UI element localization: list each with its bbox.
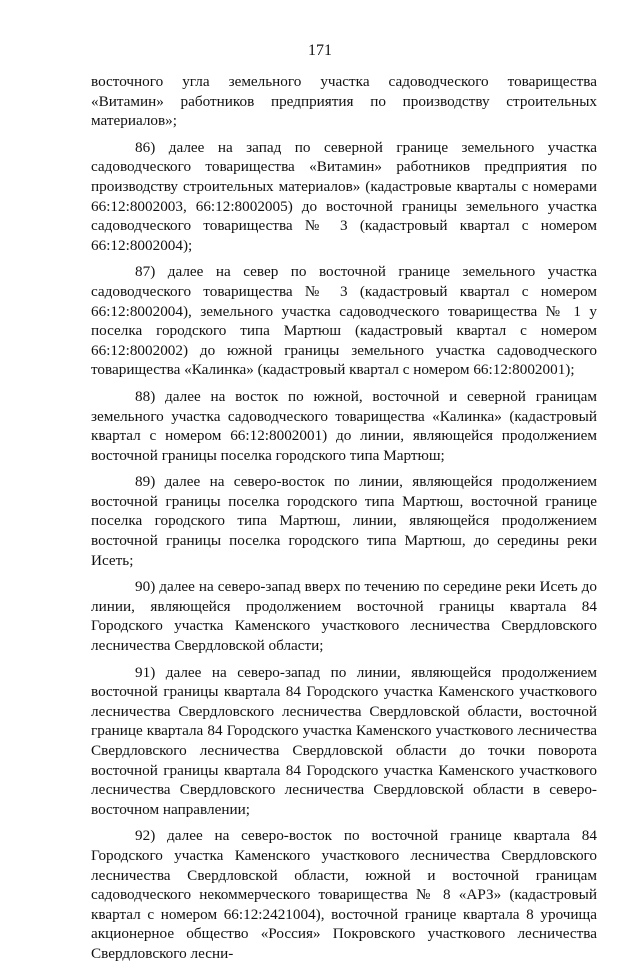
page-number: 171 (308, 42, 332, 59)
paragraph-86: 86) далее на запад по северной границе земельного участка садоводческого товарищества «Витамин» работников предприятия по производству строительных материалов» (кадастровые кварталы с номерами 66:12:8002003, 66:12:8002005) до восточной границы земельного участка садоводческого товарищества № 3 (кадастровый квартал с номером 66:12:8002004); (91, 138, 597, 254)
paragraph-90: 90) далее на северо-запад вверх по течению по середине реки Исеть до линии, являющейся продолжением восточной границы квартала 84 Городского участка Каменского участкового лесничества Свердловского лесничества Свердловской области; (91, 578, 597, 655)
paragraph-88: 88) далее на восток по южной, восточной и северной границам земельного участка садоводческого товарищества «Калинка» (кадастровый квартал с номером 66:12:8002001) до линии, являющейся продолжением восточной границы поселка городского типа Мартюш; (91, 387, 597, 464)
paragraph-89: 89) далее на северо-восток по линии, являющейся продолжением восточной границы поселка городского типа Мартюш, восточной границе поселка городского типа Мартюш, линии, являющейся продолжением восточной границы поселка городского типа Мартюш, до середины реки Исеть; (91, 473, 597, 569)
paragraph-91: 91) далее на северо-запад по линии, являющейся продолжением восточной границы квартала 84 Городского участка Каменского участкового лесничества Свердловского лесничества Свердловской области, восточной границе квартала 84 Городского участка Каменского участкового лесничества Свердловского лесничества Свердловской области до точки поворота восточной границы квартала 84 Городского участка Каменского участкового лесничества Свердловского лесничества Свердловской области в северо-восточном направлении; (91, 663, 597, 818)
document-body (91, 72, 597, 971)
paragraph-87: 87) далее на север по восточной границе земельного участка садоводческого товарищества № 3 (кадастровый квартал с номером 66:12:8002004), земельного участка садоводческого товарищества № 1 у поселка городского типа Мартюш (кадастровый квартал с номером 66:12:8002002) до южной границы земельного участка садоводческого товарищества «Калинка» (кадастровый квартал с номером 66:12:8002001); (91, 263, 597, 379)
paragraph-continuation: восточного угла земельного участка садоводческого товарищества «Витамин» работников предприятия по производству строительных материалов»; (91, 73, 597, 130)
paragraph-92: 92) далее на северо-восток по восточной границе квартала 84 Городского участка Каменского участкового лесничества Свердловского лесничества Свердловской области, южной и восточной границам садоводческого некоммерческого товарищества № 8 «АРЗ» (кадастровый квартал с номером 66:12:2421004), восточной границе квартала 8 урочища акционерное общество «Россия» Покровского участкового лесничества Свердловского лесни- (91, 827, 597, 962)
